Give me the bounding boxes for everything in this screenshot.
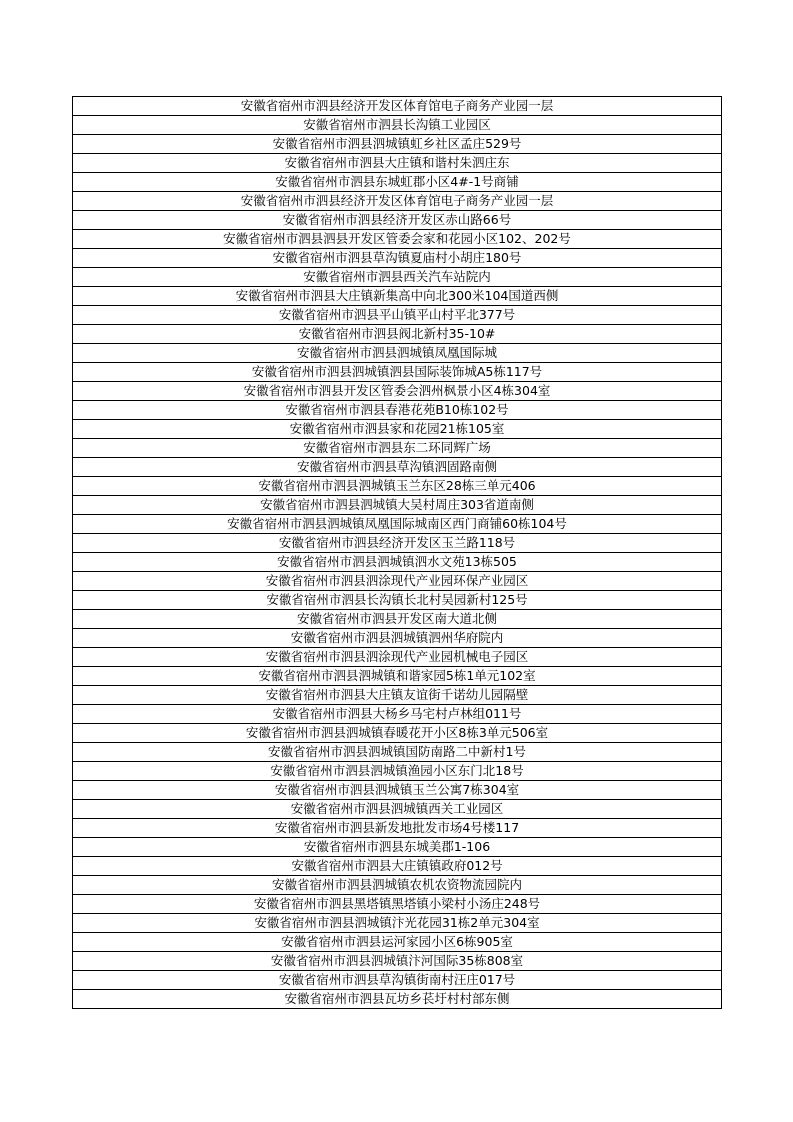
table-row xyxy=(73,287,722,306)
address-cell: 安徽省宿州市泗县经济开发区赤山路66号 xyxy=(73,211,722,230)
address-cell: 安徽省宿州市泗县泗城镇泗水文苑13栋505 xyxy=(73,553,722,572)
address-cell: 安徽省宿州市泗县黑塔镇黑塔镇小梁村小汤庄248号 xyxy=(73,895,722,914)
table-row xyxy=(73,230,722,249)
address-cell: 安徽省宿州市泗县泗城镇和谐家园5栋1单元102室 xyxy=(73,667,722,686)
table-row xyxy=(73,800,722,819)
address-cell: 安徽省宿州市泗县春港花苑B10栋102号 xyxy=(73,401,722,420)
address-cell: 安徽省宿州市泗县开发区管委会泗州枫景小区4栋304室 xyxy=(73,382,722,401)
address-cell: 安徽省宿州市泗县经济开发区体育馆电子商务产业园一层 xyxy=(73,97,722,116)
table-row xyxy=(73,154,722,173)
address-cell: 安徽省宿州市泗县西关汽车站院内 xyxy=(73,268,722,287)
table-row xyxy=(73,515,722,534)
table-row xyxy=(73,952,722,971)
address-cell: 安徽省宿州市泗县泗城镇凤凰国际城南区西门商铺60栋104号 xyxy=(73,515,722,534)
address-cell: 安徽省宿州市泗县泗城镇渔园小区东门北18号 xyxy=(73,762,722,781)
table-row xyxy=(73,268,722,287)
table-row xyxy=(73,629,722,648)
address-cell: 安徽省宿州市泗县开发区南大道北侧 xyxy=(73,610,722,629)
address-cell: 安徽省宿州市泗县家和花园21栋105室 xyxy=(73,420,722,439)
address-table-body xyxy=(73,97,722,1009)
table-row xyxy=(73,97,722,116)
table-row xyxy=(73,990,722,1009)
table-row xyxy=(73,382,722,401)
address-cell: 安徽省宿州市泗县泗城镇玉兰东区28栋三单元406 xyxy=(73,477,722,496)
table-row xyxy=(73,743,722,762)
table-row xyxy=(73,914,722,933)
table-row xyxy=(73,116,722,135)
address-cell: 安徽省宿州市泗县平山镇平山村平北377号 xyxy=(73,306,722,325)
table-row xyxy=(73,401,722,420)
table-row xyxy=(73,895,722,914)
table-row xyxy=(73,610,722,629)
table-row xyxy=(73,135,722,154)
address-cell: 安徽省宿州市泗县泗涂现代产业园环保产业园区 xyxy=(73,572,722,591)
table-row xyxy=(73,876,722,895)
address-cell: 安徽省宿州市泗县运河家园小区6栋905室 xyxy=(73,933,722,952)
address-cell: 安徽省宿州市泗县泗城镇汴河国际35栋808室 xyxy=(73,952,722,971)
address-cell: 安徽省宿州市泗县泗城镇汴光花园31栋2单元304室 xyxy=(73,914,722,933)
address-cell: 安徽省宿州市泗县泗城镇虹乡社区孟庄529号 xyxy=(73,135,722,154)
table-row xyxy=(73,838,722,857)
address-cell: 安徽省宿州市泗县大杨乡马宅村卢林组011号 xyxy=(73,705,722,724)
address-cell: 安徽省宿州市泗县草沟镇夏庙村小胡庄180号 xyxy=(73,249,722,268)
address-cell: 安徽省宿州市泗县大庄镇和谐村朱泗庄东 xyxy=(73,154,722,173)
table-row xyxy=(73,857,722,876)
table-row xyxy=(73,249,722,268)
address-cell: 安徽省宿州市泗县泗城镇泗县国际装饰城A5栋117号 xyxy=(73,363,722,382)
table-row xyxy=(73,211,722,230)
address-cell: 安徽省宿州市泗县大庄镇新集高中向北300米104国道西侧 xyxy=(73,287,722,306)
table-row xyxy=(73,477,722,496)
address-table xyxy=(72,96,722,1009)
table-row xyxy=(73,534,722,553)
table-row xyxy=(73,306,722,325)
address-cell: 安徽省宿州市泗县泗县开发区管委会家和花园小区102、202号 xyxy=(73,230,722,249)
address-cell: 安徽省宿州市泗县草沟镇街南村汪庄017号 xyxy=(73,971,722,990)
address-cell: 安徽省宿州市泗县泗城镇大吴村周庄303省道南侧 xyxy=(73,496,722,515)
table-row xyxy=(73,762,722,781)
address-cell: 安徽省宿州市泗县泗城镇西关工业园区 xyxy=(73,800,722,819)
table-row xyxy=(73,724,722,743)
table-row xyxy=(73,458,722,477)
table-row xyxy=(73,591,722,610)
table-row xyxy=(73,819,722,838)
table-row xyxy=(73,781,722,800)
table-row xyxy=(73,325,722,344)
address-cell: 安徽省宿州市泗县大庄镇镇政府012号 xyxy=(73,857,722,876)
table-row xyxy=(73,173,722,192)
table-row xyxy=(73,420,722,439)
address-cell: 安徽省宿州市泗县东城美郡1-106 xyxy=(73,838,722,857)
table-row xyxy=(73,496,722,515)
table-row xyxy=(73,933,722,952)
table-row xyxy=(73,648,722,667)
address-cell: 安徽省宿州市泗县新发地批发市场4号楼117 xyxy=(73,819,722,838)
address-cell: 安徽省宿州市泗县泗城镇春暖花开小区8栋3单元506室 xyxy=(73,724,722,743)
address-cell: 安徽省宿州市泗县经济开发区玉兰路118号 xyxy=(73,534,722,553)
address-cell: 安徽省宿州市泗县泗城镇凤凰国际城 xyxy=(73,344,722,363)
table-row xyxy=(73,553,722,572)
table-row xyxy=(73,344,722,363)
address-cell: 安徽省宿州市泗县东二环同辉广场 xyxy=(73,439,722,458)
table-row xyxy=(73,363,722,382)
table-row xyxy=(73,192,722,211)
address-cell: 安徽省宿州市泗县长沟镇长北村吴园新村125号 xyxy=(73,591,722,610)
address-cell: 安徽省宿州市泗县东城虹郡小区4#-1号商铺 xyxy=(73,173,722,192)
table-row xyxy=(73,971,722,990)
table-row xyxy=(73,667,722,686)
table-row xyxy=(73,686,722,705)
table-row xyxy=(73,572,722,591)
table-row xyxy=(73,705,722,724)
address-cell: 安徽省宿州市泗县长沟镇工业园区 xyxy=(73,116,722,135)
address-cell: 安徽省宿州市泗县大庄镇友谊街千诺幼儿园隔壁 xyxy=(73,686,722,705)
address-cell: 安徽省宿州市泗县草沟镇泗固路南侧 xyxy=(73,458,722,477)
address-cell: 安徽省宿州市泗县泗城镇国防南路二中新村1号 xyxy=(73,743,722,762)
address-cell: 安徽省宿州市泗县泗城镇泗州华府院内 xyxy=(73,629,722,648)
address-cell: 安徽省宿州市泗县经济开发区体育馆电子商务产业园一层 xyxy=(73,192,722,211)
address-cell: 安徽省宿州市泗县瓦坊乡苌圩村村部东侧 xyxy=(73,990,722,1009)
address-cell: 安徽省宿州市泗县泗城镇农机农资物流园院内 xyxy=(73,876,722,895)
address-cell: 安徽省宿州市泗县泗涂现代产业园机械电子园区 xyxy=(73,648,722,667)
table-row xyxy=(73,439,722,458)
address-cell: 安徽省宿州市泗县阀北新村35-10# xyxy=(73,325,722,344)
address-cell: 安徽省宿州市泗县泗城镇玉兰公寓7栋304室 xyxy=(73,781,722,800)
